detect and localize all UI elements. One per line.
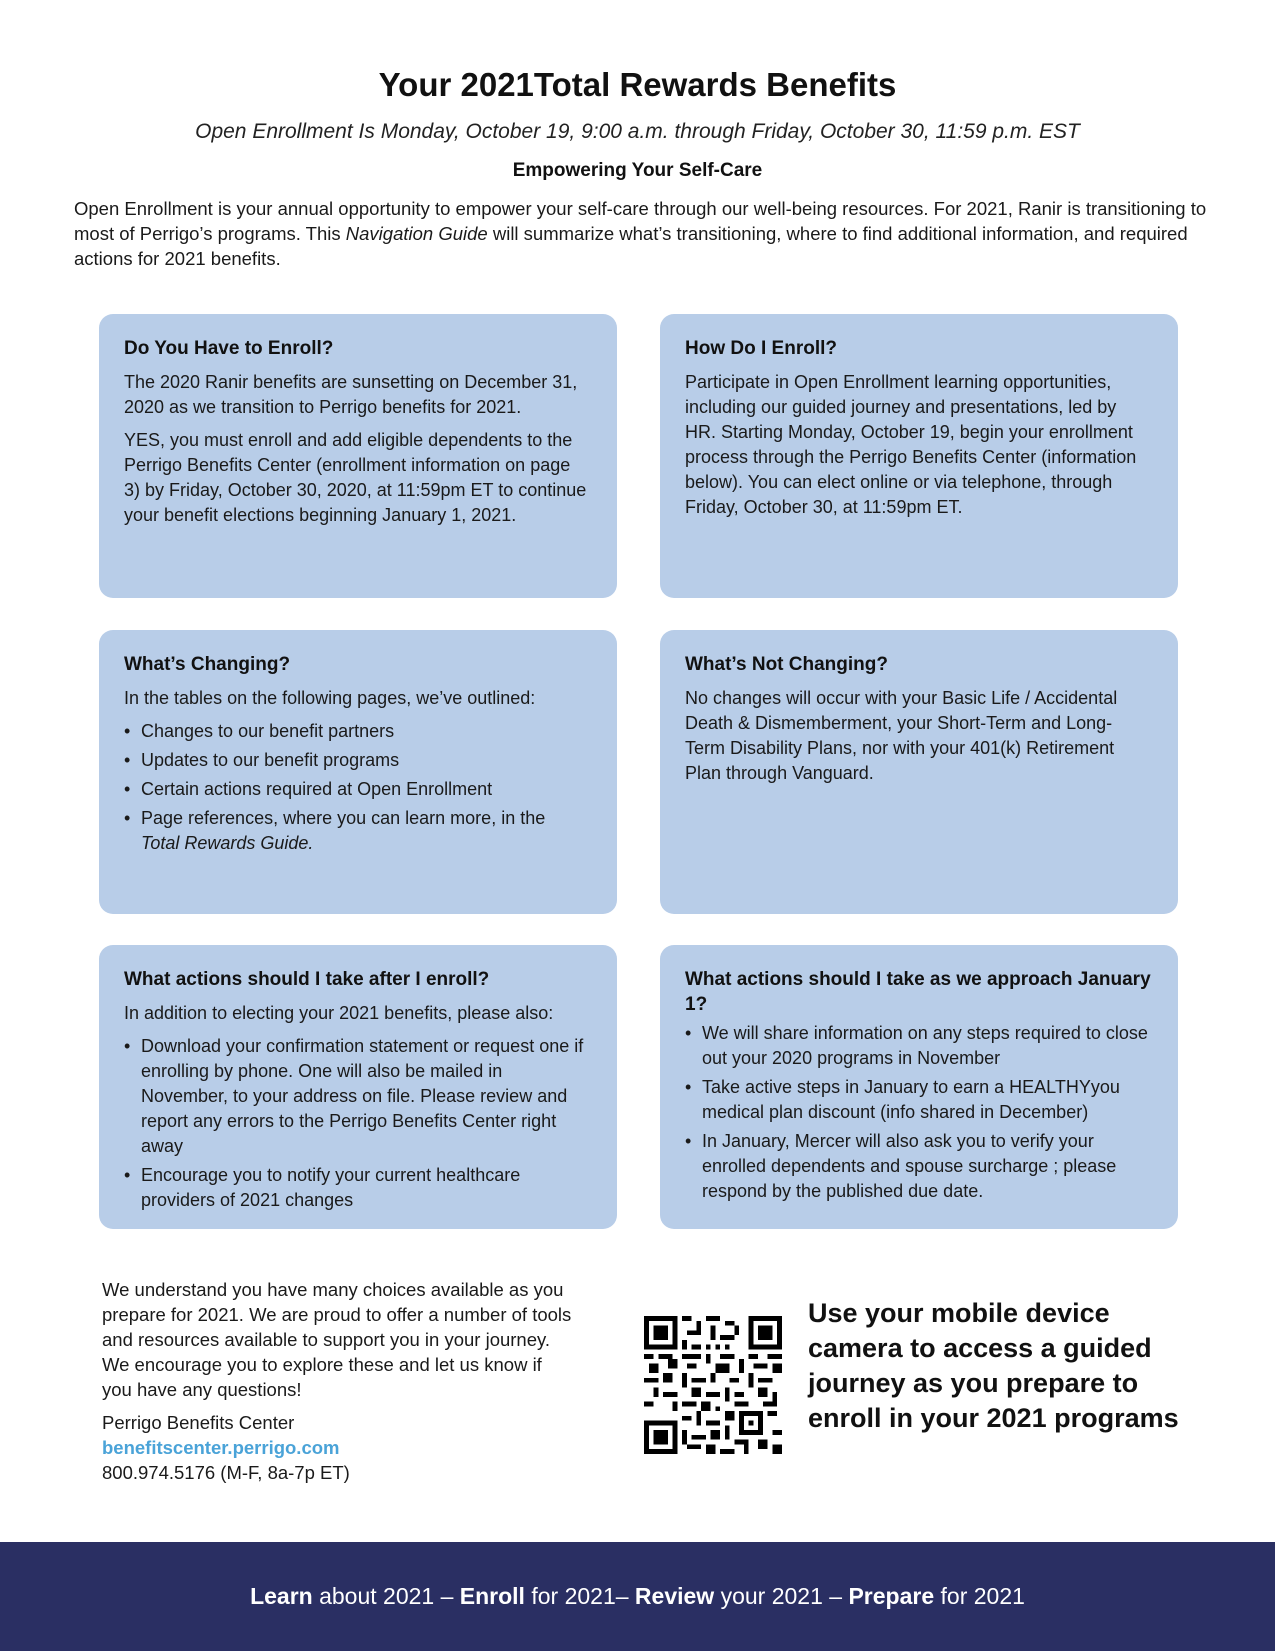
list-item: • In January, Mercer will also ask you to verify your enrolled dependents and spouse surcharge ; please respond by the published due date. xyxy=(685,1131,1117,1201)
contact-phone: 800.974.5176 (M-F, 8a-7p ET) xyxy=(102,1462,350,1483)
list-item: • Encourage you to notify your current healthcare providers of 2021 changes xyxy=(124,1165,521,1210)
qr-instructions: Use your mobile device camera to access a guided journey as you prepare to enroll in your 2021 programs xyxy=(808,1298,1179,1433)
card-actions-approach-january xyxy=(660,945,1178,1229)
qr-code-icon xyxy=(644,1316,782,1454)
card-text: The 2020 Ranir benefits are sunsetting on December 31, 2020 as we transition to Perrigo benefits for 2021. xyxy=(124,372,578,417)
page-title: Your 2021Total Rewards Benefits xyxy=(378,66,897,103)
list-item: • Certain actions required at Open Enrollment xyxy=(124,779,493,799)
card-title: What’s Changing? xyxy=(124,654,291,675)
guide-name: Total Rewards Guide. xyxy=(141,833,314,853)
card-whats-not-changing xyxy=(660,630,1178,914)
tagline: Empowering Your Self-Care xyxy=(512,160,763,181)
card-title: What’s Not Changing? xyxy=(685,654,888,675)
card-title: How Do I Enroll? xyxy=(685,338,837,359)
list-item: • We will share information on any steps required to close out your 2020 programs in November xyxy=(685,1023,1148,1068)
list-item: • Changes to our benefit partners xyxy=(124,721,395,741)
intro-paragraph xyxy=(74,196,1209,271)
intro-italic: Navigation Guide xyxy=(345,223,488,244)
list-item: • Take active steps in January to earn a HEALTHYyou medical plan discount (info shared in December) xyxy=(685,1077,1120,1122)
card-title: What actions should I take as we approach January 1? xyxy=(685,969,1151,1015)
card-do-you-have-to-enroll xyxy=(99,314,617,598)
footer-banner xyxy=(0,1542,1275,1651)
intro-text-1: Open Enrollment is your annual opportunity to empower your self-care through our well-being resources. For 2021, Ranir is transitioning to most of Perrigo’s programs. This xyxy=(74,198,1207,244)
card-actions-after-enroll xyxy=(99,945,617,1229)
card-whats-changing xyxy=(99,630,617,914)
bullet-list xyxy=(685,1021,1152,1204)
footer-tagline: Learn about 2021 – Enroll for 2021– Review your 2021 – Prepare for 2021 xyxy=(250,1583,1025,1609)
contact-name: Perrigo Benefits Center xyxy=(102,1412,295,1433)
card-text: In the tables on the following pages, we’ve outlined: xyxy=(124,688,536,708)
enrollment-dates: Open Enrollment Is Monday, October 19, 9:00 a.m. through Friday, October 30, 11:59 p.m. EST xyxy=(195,120,1080,143)
card-how-do-i-enroll xyxy=(660,314,1178,598)
intro-text-2: will summarize what’s transitioning, where to find additional information, and required actions for 2021 benefits. xyxy=(74,223,1188,269)
contact-info xyxy=(102,1410,572,1485)
card-text: In addition to electing your 2021 benefits, please also: xyxy=(124,1003,554,1023)
closing-text: We understand you have many choices available as you prepare for 2021. We are proud to offer a number of tools and resources available to support you in your journey. We encourage you to explore these and let us know if you have any questions! xyxy=(102,1279,572,1400)
list-item: • Page references, where you can learn more, in the Total Rewards Guide. xyxy=(124,808,546,853)
list-item: • Download your confirmation statement or request one if enrolling by phone. One will also be mailed in November, to your address on file. Please review and report any errors to the Perrigo Benefits Center right away xyxy=(124,1036,584,1156)
card-text: No changes will occur with your Basic Life / Accidental Death & Dismemberment, your Short-Term and Long-Term Disability Plans, nor with your 401(k) Retirement Plan through Vanguard. xyxy=(685,688,1118,783)
bullet-list xyxy=(124,1034,591,1213)
closing-section xyxy=(102,1277,572,1485)
bullet-list xyxy=(124,719,591,856)
card-title: What actions should I take after I enroll? xyxy=(124,969,490,990)
card-text: Participate in Open Enrollment learning opportunities, including our guided journey and presentations, led by HR. Starting Monday, October 19, begin your enrollment process through the Perrigo Benefits Center (information below). You can elect online or via telephone, through Friday, October 30, at 11:59pm ET. xyxy=(685,372,1137,517)
card-text: YES, you must enroll and add eligible dependents to the Perrigo Benefits Center (enrollment information on page 3) by Friday, October 30, 2020, at 11:59pm ET to continue your benefit elections beginning January 1, 2021. xyxy=(124,430,587,525)
card-title: Do You Have to Enroll? xyxy=(124,338,334,359)
list-item: • Updates to our benefit programs xyxy=(124,750,400,770)
benefits-center-link[interactable]: benefitscenter.perrigo.com xyxy=(102,1437,340,1458)
